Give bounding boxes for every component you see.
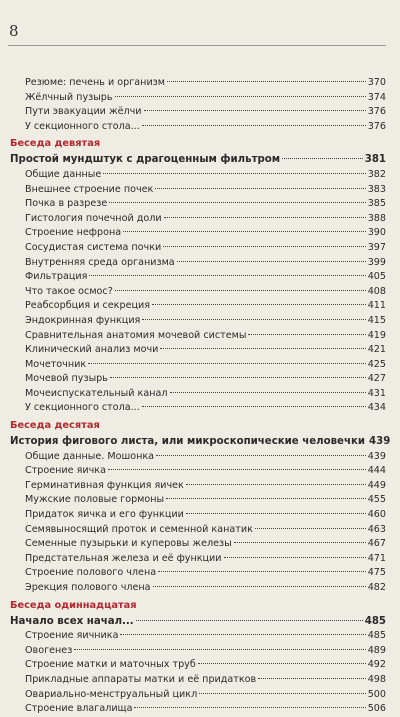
dot-leader: [74, 649, 365, 650]
entry-title: Герминативная функция яичек: [25, 479, 184, 491]
dot-leader: [142, 319, 365, 320]
toc-entry: [10, 329, 386, 344]
section-heading: Беседа девятая: [10, 138, 101, 150]
dot-leader: [170, 392, 366, 393]
entry-page-number: 482: [367, 582, 386, 593]
toc-entry: [10, 197, 386, 212]
entry-title: Мочеточник: [25, 358, 87, 370]
entry-page-number: 431: [367, 387, 386, 399]
dot-leader: [282, 158, 363, 159]
entry-page-number: 485: [367, 630, 386, 642]
entry-page-number: 506: [367, 703, 386, 715]
entry-page-number: 374: [367, 91, 386, 103]
entry-page-number: 439: [367, 450, 386, 462]
toc-entry: [10, 566, 386, 581]
toc-chapter-entry: [10, 615, 386, 630]
toc-entry: [10, 226, 386, 241]
entry-page-number: 434: [367, 402, 386, 414]
toc-entry: [10, 183, 386, 198]
entry-title: Прикладные аппараты матки и её придатков: [25, 673, 257, 685]
section-heading: Беседа десятая: [10, 420, 100, 432]
entry-page-number: 467: [367, 538, 386, 550]
entry-page-number: 471: [367, 552, 386, 564]
entry-title: Эрекция полового члена: [25, 582, 151, 593]
entry-page-number: 492: [367, 659, 386, 671]
entry-page-number: 390: [367, 227, 386, 239]
dot-leader: [166, 498, 366, 499]
entry-page-number: 376: [367, 106, 386, 118]
entry-page-number: 370: [367, 77, 386, 88]
entry-title: Овогенез: [25, 644, 73, 656]
dot-leader: [144, 110, 366, 111]
toc-entry: [10, 343, 386, 358]
dot-leader: [134, 707, 365, 708]
entry-page-number: 408: [367, 285, 386, 297]
table-of-contents: [10, 76, 391, 717]
toc-entry: [10, 644, 386, 659]
toc-entry: [10, 702, 386, 717]
dot-leader: [255, 528, 366, 529]
entry-title: Строение матки и маточных труб: [25, 659, 196, 671]
entry-title: Резюме: печень и организм: [25, 77, 166, 88]
dot-leader: [89, 275, 365, 276]
toc-entry: [10, 76, 386, 91]
dot-leader: [198, 663, 366, 664]
toc-entry: [10, 464, 386, 479]
entry-page-number: 425: [367, 358, 386, 370]
toc-entry: [10, 523, 386, 538]
entry-title: Предстательная железа и её функции: [25, 552, 222, 564]
dot-leader: [142, 125, 366, 126]
entry-title: Семенные пузырьки и куперовы железы: [25, 538, 232, 550]
dot-leader: [177, 261, 366, 262]
entry-title: Внешнее строение почек: [25, 183, 154, 195]
dot-leader: [163, 246, 365, 247]
toc-chapter-entry: [10, 435, 391, 450]
entry-page-number: 383: [367, 183, 386, 195]
dot-leader: [103, 173, 365, 174]
toc-entry: [10, 673, 386, 688]
entry-title: Строение влагалища: [25, 703, 133, 715]
dot-leader: [199, 693, 365, 694]
entry-title: Общие данные: [25, 168, 102, 180]
toc-entry: [10, 358, 386, 373]
entry-page-number: 382: [367, 168, 386, 180]
entry-page-number: 500: [367, 688, 386, 700]
entry-page-number: 421: [367, 344, 386, 356]
header-rule: [8, 45, 386, 46]
entry-page-number: 427: [367, 373, 386, 385]
entry-title: Мужские половые гормоны: [25, 494, 165, 506]
toc-entry: [10, 120, 386, 135]
dot-leader: [120, 634, 365, 635]
dot-leader: [158, 571, 366, 572]
dot-leader: [153, 586, 366, 587]
entry-title: Простой мундштук с драгоценным фильтром: [10, 154, 281, 166]
toc-entry: [10, 629, 386, 644]
entry-title: Мочевой пузырь: [25, 373, 108, 385]
dot-leader: [109, 202, 365, 203]
entry-title: У секционного стола...: [25, 120, 140, 132]
toc-entry: [10, 450, 386, 465]
entry-title: Строение полового члена: [25, 567, 157, 579]
toc-entry: [10, 688, 386, 703]
toc-entry: [10, 241, 386, 256]
entry-title: Реабсорбция и секреция: [25, 300, 151, 312]
dot-leader: [248, 334, 365, 335]
entry-page-number: 463: [367, 523, 386, 535]
dot-leader: [88, 363, 366, 364]
entry-title: Пути эвакуации жёлчи: [25, 106, 142, 118]
entry-title: Строение нефрона: [25, 227, 122, 239]
section-heading: Беседа одиннадцатая: [10, 599, 137, 611]
toc-entry: [10, 299, 386, 314]
dot-leader: [156, 455, 366, 456]
toc-entry: [10, 372, 386, 387]
entry-page-number: 498: [367, 673, 386, 685]
entry-title: Клинический анализ мочи: [25, 344, 159, 356]
dot-leader: [108, 469, 366, 470]
dot-leader: [160, 348, 365, 349]
entry-page-number: 415: [367, 314, 386, 326]
entry-page-number: 376: [367, 120, 386, 132]
toc-entry: [10, 658, 386, 673]
entry-page-number: 489: [367, 644, 386, 656]
entry-title: Сравнительная анатомия мочевой системы: [25, 329, 247, 341]
dot-leader: [115, 96, 366, 97]
entry-page-number: 475: [367, 567, 386, 579]
entry-title: История фигового листа, или микроскопические человечки: [10, 436, 366, 448]
toc-entry: [10, 91, 386, 106]
entry-page-number: 444: [367, 465, 386, 477]
entry-title: Гистология почечной доли: [25, 212, 162, 224]
dot-leader: [258, 678, 365, 679]
toc-entry: [10, 105, 386, 120]
entry-title: Овариально-менструальный цикл: [25, 688, 198, 700]
entry-page-number: 455: [367, 494, 386, 506]
toc-entry: [10, 387, 386, 402]
entry-page-number: 397: [367, 241, 386, 253]
toc-entry: [10, 314, 386, 329]
entry-title: Строение яичника: [25, 630, 119, 642]
entry-title: Жёлчный пузырь: [25, 91, 113, 103]
dot-leader: [123, 231, 366, 232]
toc-entry: [10, 168, 386, 183]
toc-entry: [10, 256, 386, 271]
dot-leader: [234, 542, 366, 543]
dot-leader: [142, 406, 366, 407]
toc-entry: [10, 270, 386, 285]
page-number: 8: [9, 22, 19, 40]
toc-entry: [10, 537, 386, 552]
dot-leader: [186, 513, 366, 514]
dot-leader: [164, 217, 366, 218]
entry-page-number: 439: [369, 436, 391, 448]
entry-title: Строение яичка: [25, 465, 106, 477]
entry-title: Эндокринная функция: [25, 314, 141, 326]
entry-title: Фильтрация: [25, 271, 88, 283]
entry-title: Почка в разрезе: [25, 198, 108, 210]
dot-leader: [152, 304, 366, 305]
toc-entry: [10, 508, 386, 523]
entry-title: Мочеиспускательный канал: [25, 387, 168, 399]
entry-page-number: 405: [367, 271, 386, 283]
toc-entry: [10, 581, 386, 596]
toc-entry: [10, 285, 386, 300]
dot-leader: [136, 620, 363, 621]
entry-page-number: 388: [367, 212, 386, 224]
toc-entry: [10, 552, 386, 567]
dot-leader: [224, 557, 366, 558]
toc-entry: [10, 401, 386, 416]
toc-entry: [10, 212, 386, 227]
toc-entry: [10, 479, 386, 494]
entry-page-number: 399: [367, 256, 386, 268]
entry-page-number: 449: [367, 479, 386, 491]
dot-leader: [115, 290, 366, 291]
toc-entry: [10, 493, 386, 508]
dot-leader: [110, 377, 366, 378]
entry-title: Сосудистая система почки: [25, 241, 162, 253]
entry-page-number: 381: [364, 154, 386, 166]
entry-title: У секционного стола...: [25, 402, 140, 414]
entry-page-number: 411: [367, 300, 386, 312]
dot-leader: [186, 484, 366, 485]
entry-title: Внутренняя среда организма: [25, 256, 175, 268]
dot-leader: [155, 188, 365, 189]
entry-page-number: 385: [367, 198, 386, 210]
entry-title: Придаток яичка и его функции: [25, 509, 184, 521]
entry-title: Семявыносящий проток и семенной канатик: [25, 523, 253, 535]
entry-page-number: 460: [367, 509, 386, 521]
entry-page-number: 485: [364, 615, 386, 627]
toc-chapter-entry: [10, 153, 386, 168]
entry-page-number: 419: [367, 329, 386, 341]
dot-leader: [167, 81, 366, 82]
entry-title: Начало всех начал...: [10, 615, 134, 627]
entry-title: Общие данные. Мошонка: [25, 450, 155, 462]
entry-title: Что такое осмос?: [25, 285, 113, 297]
